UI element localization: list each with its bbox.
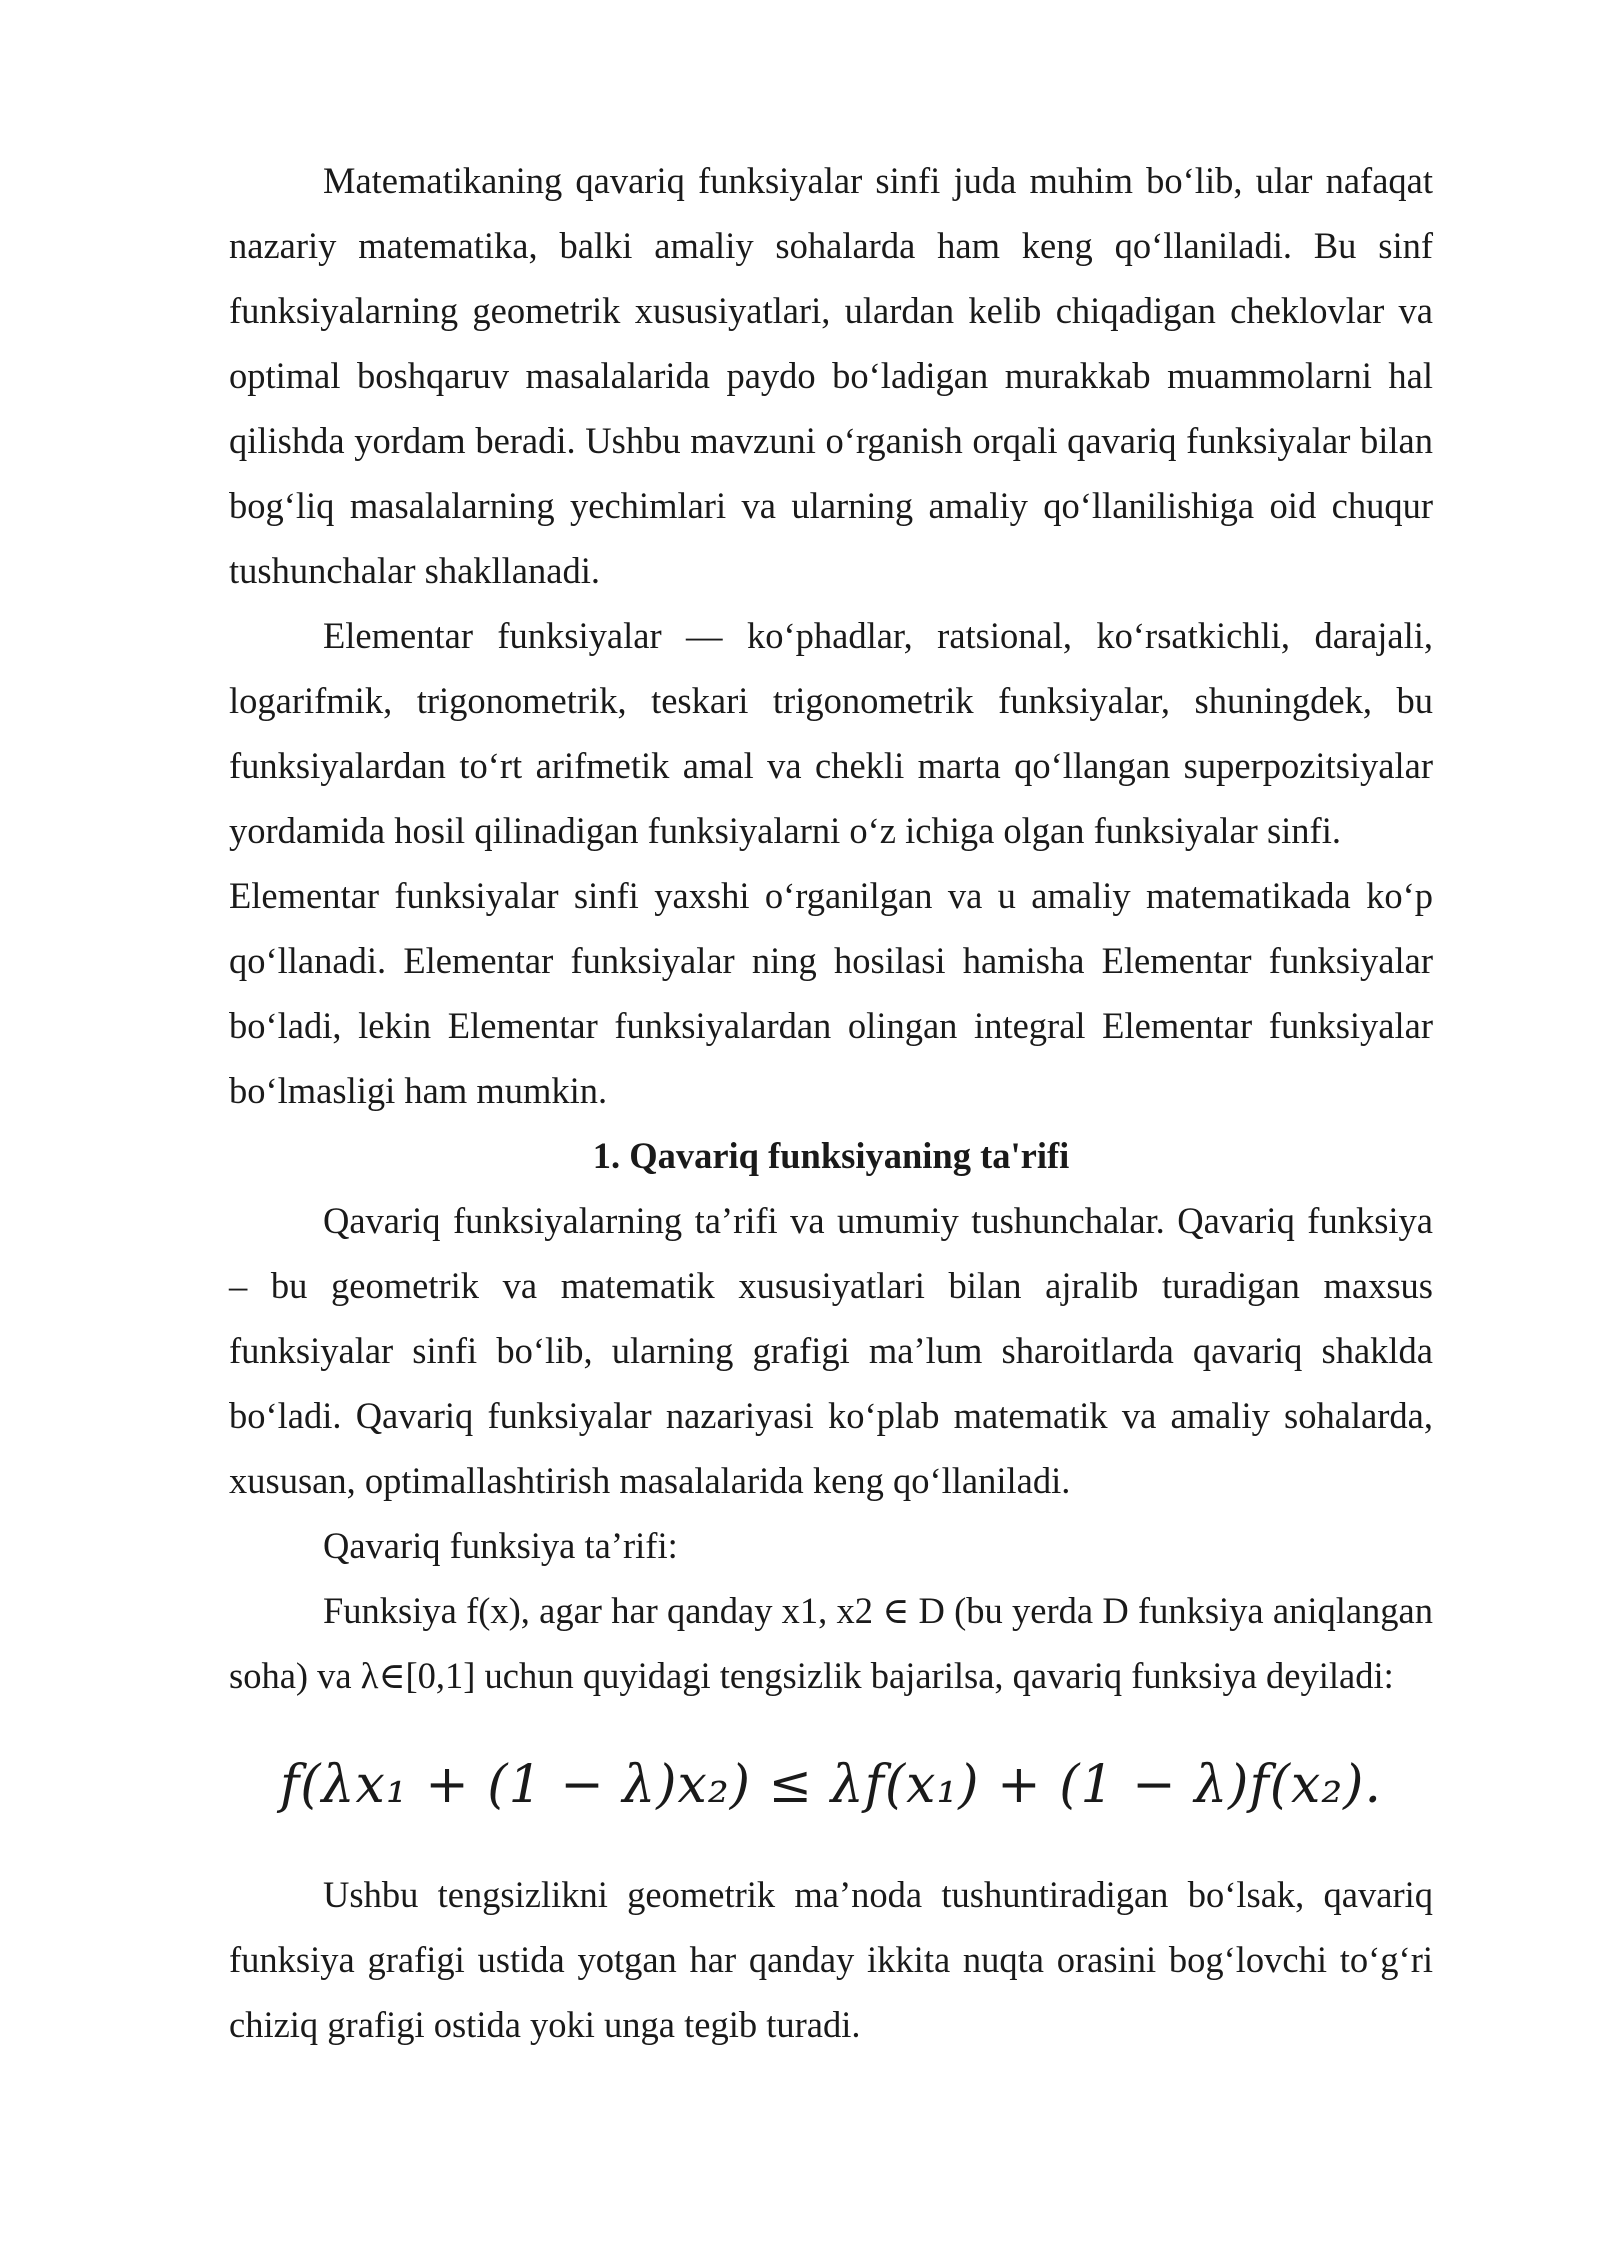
document-page [229, 148, 1433, 2057]
paragraph-convex-function-overview: Qavariq funksiyalarning ta’rifi va umumiy tushunchalar. Qavariq funksiya – bu geometrik va matematik xususiyatlari bilan ajralib turadigan maxsus funksiyalar sinfi bo‘lib, ularning grafigi ma’lum sharoitlarda qavariq shaklda bo‘ladi. Qavariq funksiyalar nazariyasi ko‘plab matematik va amaliy sohalarda, xususan, optimallashtirish masalalarida keng qo‘llaniladi. [229, 1200, 1433, 1501]
convexity-inequality-formula [229, 1730, 1433, 1840]
paragraph-intro: Matematikaning qavariq funksiyalar sinfi juda muhim bo‘lib, ular nafaqat nazariy matematika, balki amaliy sohalarda ham keng qo‘llaniladi. Bu sinf funksiyalarning geometrik xususiyatlari, ulardan kelib chiqadigan cheklovlar va optimal boshqaruv masalalarida paydo bo‘ladigan murakkab muammolarni hal qilishda yordam beradi. Ushbu mavzuni o‘rganish orqali qavariq funksiyalar bilan bog‘liq masalalarning yechimlari va ularning amaliy qo‘llanilishiga oid chuqur tushunchalar shakllanadi. [229, 160, 1433, 591]
formula-text: f(λx₁ + (1 − λ)x₂) ≤ λf(x₁) + (1 − λ)f(x₂). [280, 1754, 1382, 1815]
paragraph-geometric-meaning: Ushbu tengsizlikni geometrik ma’noda tushuntiradigan bo‘lsak, qavariq funksiya grafigi ustida yotgan har qanday ikkita nuqta orasini bog‘lovchi to‘g‘ri chiziq grafigi ostida yoki unga tegib turadi. [229, 1874, 1433, 2045]
paragraph-elementary-functions-definition: Elementar funksiyalar — ko‘phadlar, ratsional, ko‘rsatkichli, darajali, logarifmik, trigonometrik, teskari trigonometrik funksiyalar, shuningdek, bu funksiyalardan to‘rt arifmetik amal va chekli marta qo‘llangan superpozitsiyalar yordamida hosil qilinadigan funksiyalarni o‘z ichiga olgan funksiyalar sinfi. [229, 615, 1433, 851]
paragraph-definition-label: Qavariq funksiya ta’rifi: [323, 1525, 678, 1566]
paragraph-definition: Funksiya f(x), agar har qanday x1, x2 ∈ D (bu yerda D funksiya aniqlangan soha) va λ∈[0,1] uchun quyidagi tengsizlik bajarilsa, qavariq funksiya deyiladi: [229, 1590, 1433, 1696]
paragraph-elementary-functions-usage: Elementar funksiyalar sinfi yaxshi o‘rganilgan va u amaliy matematikada ko‘p qo‘llanadi. Elementar funksiyalar ning hosilasi hamisha Elementar funksiyalar bo‘ladi, lekin Elementar funksiyalardan olingan integral Elementar funksiyalar bo‘lmasligi ham mumkin. [229, 875, 1433, 1111]
section-heading: 1. Qavariq funksiyaning ta'rifi [592, 1135, 1070, 1176]
